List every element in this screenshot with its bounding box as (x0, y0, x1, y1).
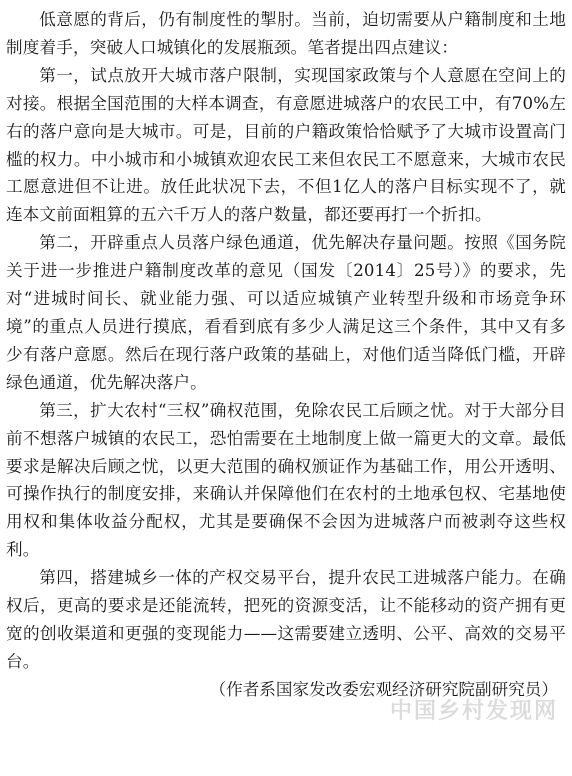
paragraph-suggestion-1: 第一，试点放开大城市落户限制，实现国家政策与个人意愿在空间上的对接。根据全国范围的大样本调查，有意愿进城落户的农民工中，有70%左右的落户意向是大城市。可是，目前的户籍政策恰恰赋予了大城市设置高门槛的权力。中小城市和小城镇欢迎农民工来但农民工不愿意来，大城市农民工愿意进但不让进。放任此状况下去，不但1亿人的落户目标实现不了，就连本文前面粗算的五六千万人的落户数量，都还要再打一个折扣。 (6, 65, 566, 225)
author-byline: （作者系国家发改委宏观经济研究院副研究员） (209, 679, 558, 699)
site-watermark: 中国乡村发现网 (389, 699, 558, 724)
paragraph-suggestion-2: 第二，开辟重点人员落户绿色通道，优先解决存量问题。按照《国务院关于进一步推进户籍制度改革的意见（国发〔2014〕25号）》的要求，先对“进城时间长、就业能力强、可以适应城镇产业转型升级和市场竞争环境”的重点人员进行摸底，看看到底有多少人满足这三个条件，其中又有多少有落户意愿。然后在现行落户政策的基础上，对他们适当降低门槛，开辟绿色通道，优先解决落户。 (6, 233, 566, 392)
article (6, 6, 566, 704)
paragraph-suggestion-4: 第四，搭建城乡一体的产权交易平台，提升农民工进城落户能力。在确权后，更高的要求是还能流转，把死的资源变活，让不能移动的资产拥有更宽的创收渠道和更强的变现能力——这需要建立透明、公平、高效的交易平台。 (6, 568, 566, 671)
paragraph-suggestion-3: 第三，扩大农村“三权”确权范围，免除农民工后顾之忧。对于大部分目前不想落户城镇的农民工，恐怕需要在土地制度上做一篇更大的文章。最低要求是解决后顾之忧，以更大范围的确权颁证作为基础工作，用公开透明、可操作执行的制度安排，来确认并保障他们在农村的土地承包权、宅基地使用权和集体收益分配权，尤其是要确保不会因为进城落户而被剥夺这些权利。 (6, 400, 566, 560)
paragraph-intro: 低意愿的背后，仍有制度性的掣肘。当前，迫切需要从户籍制度和土地制度着手，突破人口城镇化的发展瓶颈。笔者提出四点建议： (6, 10, 566, 57)
